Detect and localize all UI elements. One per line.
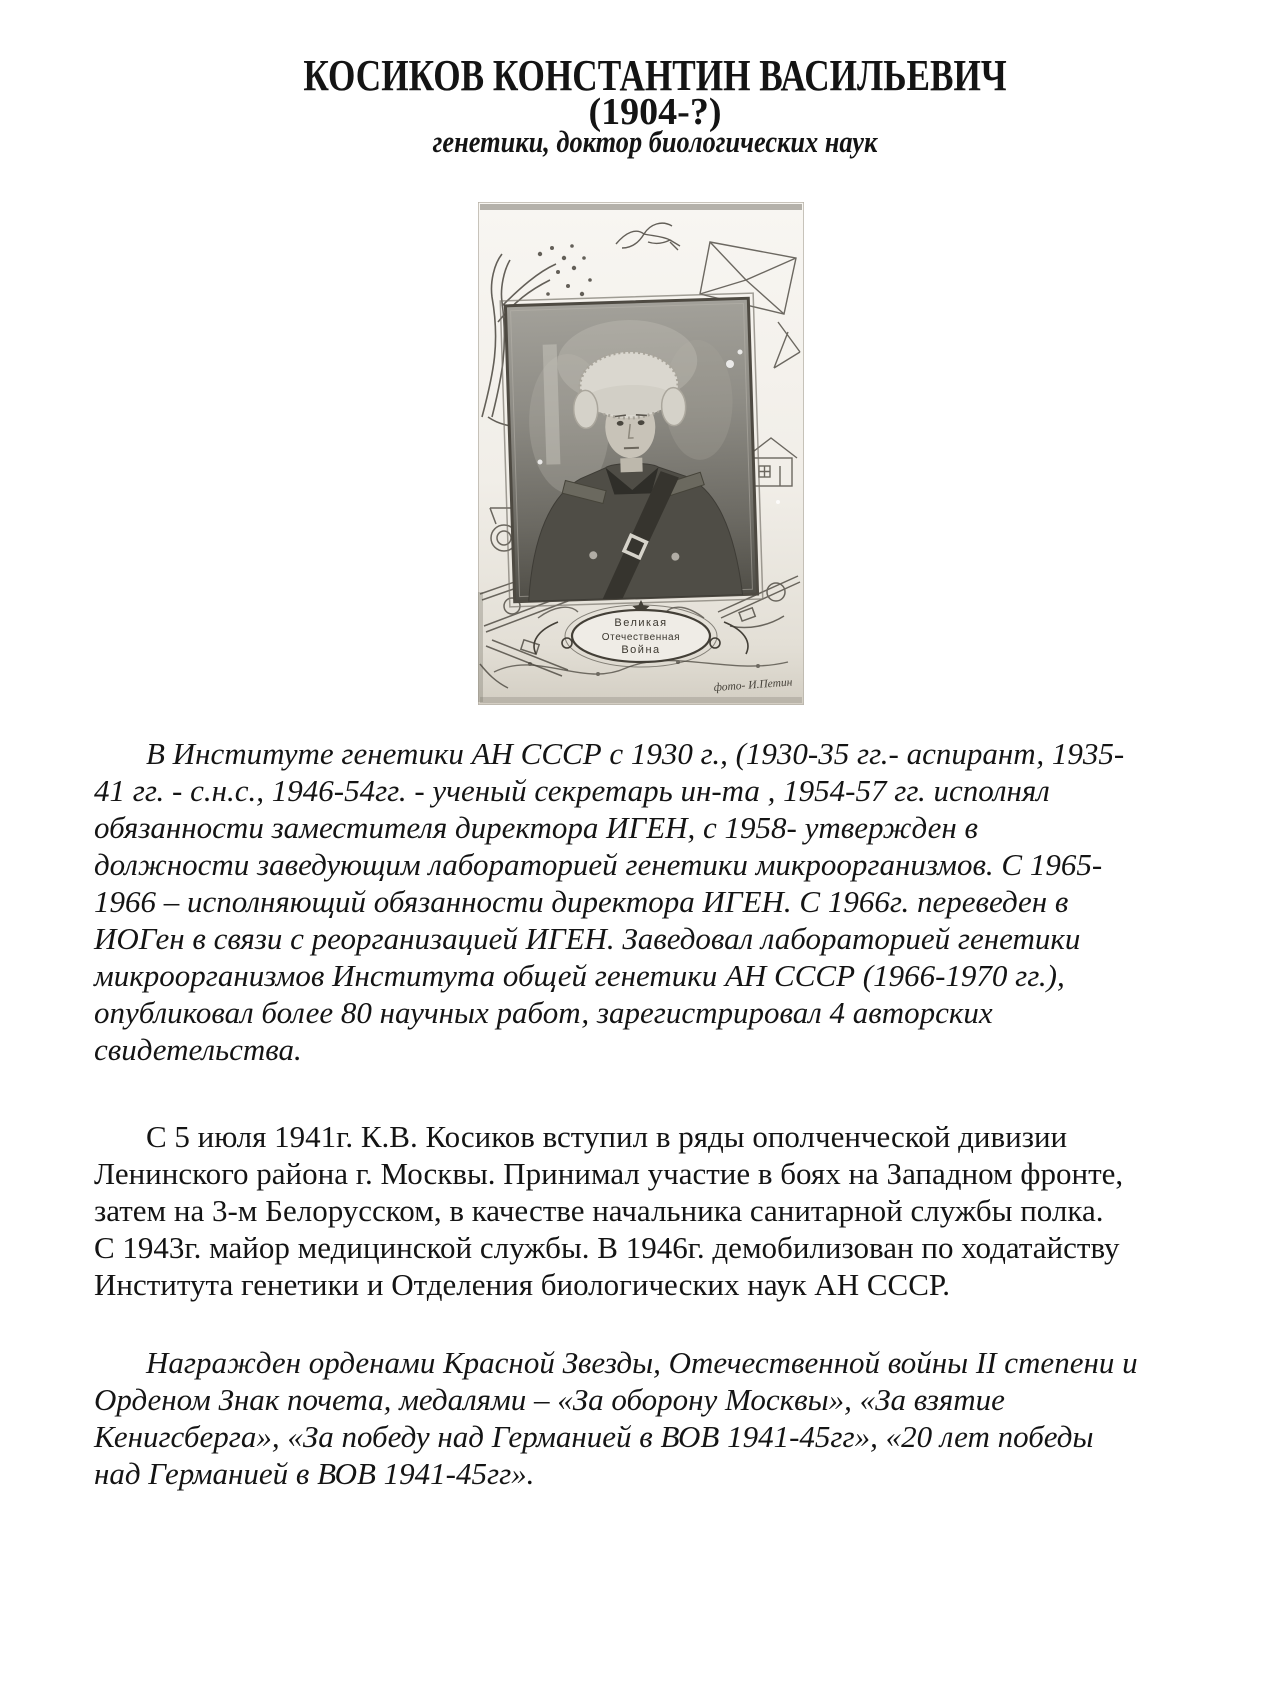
text-line: Института генетики и Отделения биологических наук АН СССР.: [94, 1267, 950, 1302]
text-line: 1966 – исполняющий обязанности директора ИГЕН. С 1966г. переведен в: [94, 884, 1069, 919]
text-line: опубликовал более 80 научных работ, зарегистрировал 4 авторских: [94, 995, 993, 1030]
text-line: обязанности заместителя директора ИГЕН, с 1958- утвержден в: [94, 810, 978, 845]
text-line: Орденом Знак почета, медалями – «За оборону Москвы», «За взятие: [94, 1382, 1005, 1417]
paragraph-1: [94, 735, 1124, 1068]
paragraph-3: [94, 1344, 1138, 1492]
card-edge-smudge-bottom: [480, 697, 802, 703]
card-edge-smudge-top: [480, 204, 802, 210]
text-line: С 1943г. майор медицинской службы. В 1946г. демобилизован по ходатайству: [94, 1230, 1120, 1265]
text-line: над Германией в ВОВ 1941-45гг».: [94, 1456, 535, 1491]
front-greeting-photo: [478, 202, 804, 705]
banner-line: Великая: [614, 617, 668, 629]
text-line: должности заведующим лабораторией генетики микроорганизмов. С 1965-: [94, 847, 1103, 882]
portrait-frame: [500, 293, 762, 607]
text-line: 41 гг. - с.н.с., 1946-54гг. - ученый секретарь ин-та , 1954-57 гг. исполнял: [94, 773, 1050, 808]
banner-line: Отечественная: [601, 632, 681, 643]
text-line: ИОГен в связи с реорганизацией ИГЕН. Заведовал лабораторией генетики: [94, 921, 1081, 956]
text-line: С 5 июля 1941г. К.В. Косиков вступил в ряды ополченческой дивизии: [146, 1119, 1068, 1154]
profession-subtitle: генетики, доктор биологических наук: [432, 124, 878, 159]
life-years: (1904-?): [588, 91, 722, 133]
banner-line: Война: [621, 644, 661, 656]
text-line: В Институте генетики АН СССР с 1930 г., (1930-35 гг.- аспирант, 1935-: [146, 736, 1125, 771]
text-line: свидетельства.: [94, 1032, 302, 1067]
text-line: Кенигсберга», «За победу над Германией в ВОВ 1941-45гг», «20 лет победы: [94, 1419, 1094, 1454]
text-line: Ленинского района г. Москвы. Принимал участие в боях на Западном фронте,: [94, 1156, 1124, 1191]
text-line: затем на 3-м Белорусском, в качестве начальника санитарной службы полка.: [94, 1193, 1104, 1228]
photographer-signature: фото- И.Петин: [713, 676, 793, 694]
paragraph-2: [94, 1118, 1123, 1303]
card-edge-smudge-left: [478, 592, 483, 702]
neck: [620, 458, 642, 473]
text-line: микроорганизмов Института общей генетики АН СССР (1966-1970 гг.),: [94, 958, 1065, 993]
page-title: КОСИКОВ КОНСТАНТИН ВАСИЛЬЕВИЧ: [303, 51, 1007, 100]
text-line: Награжден орденами Красной Звезды, Отечественной войны II степени и: [146, 1345, 1138, 1380]
photo-illustration: [478, 202, 804, 705]
hat-ear-flap: [661, 387, 686, 426]
hat-ear-flap: [573, 390, 598, 429]
